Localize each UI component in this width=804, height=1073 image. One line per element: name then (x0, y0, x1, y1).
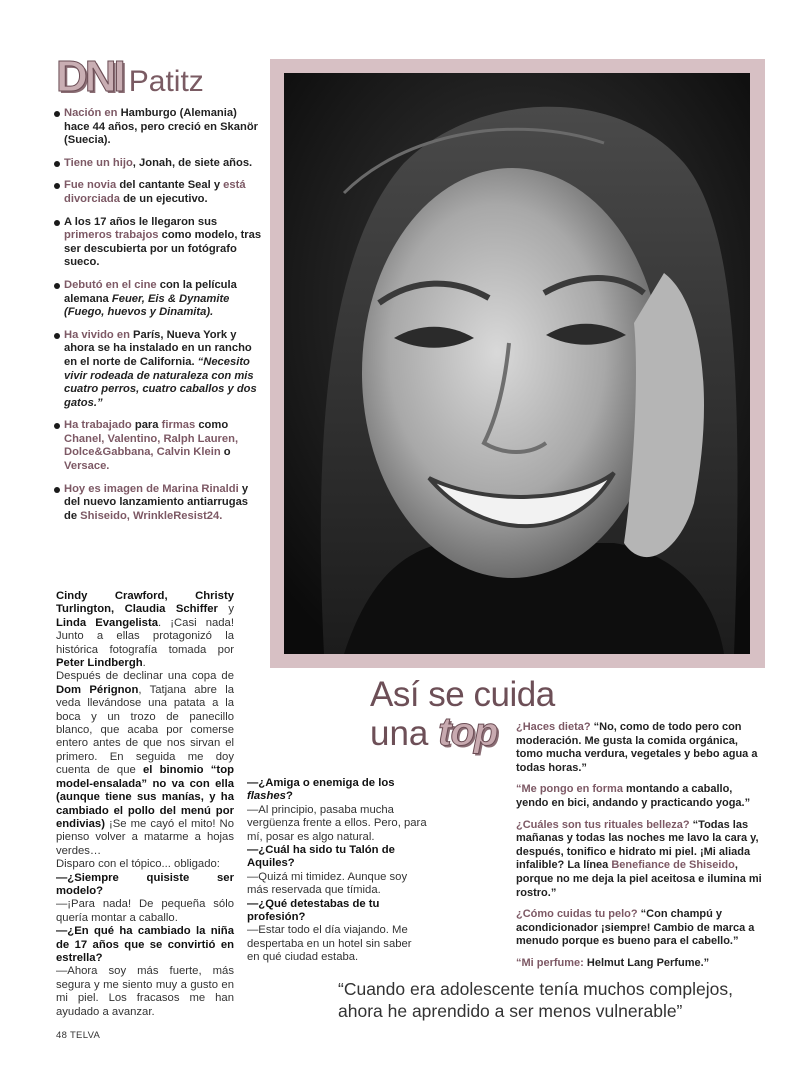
text-run: . ¡Casi nada! Junto a ellas protagonizó la histórica fotografía tomada por (56, 616, 234, 656)
paragraph (56, 590, 234, 670)
paragraph (247, 871, 427, 898)
text-run: Fue novia (64, 179, 120, 192)
text-run: , Jonah, de siete años. (132, 156, 253, 169)
text-run: ? (285, 790, 293, 803)
text-run: montando a caballo, yendo en bici, andando y practicando yoga.” (516, 783, 751, 809)
paragraph (56, 858, 234, 871)
bullet-dot (54, 183, 60, 189)
pull-quote: “Cuando era adolescente tenía muchos complejos, ahora he aprendido a ser menos vulnerable” (338, 979, 733, 1021)
bullet-dot (54, 423, 60, 429)
paragraph (56, 898, 234, 925)
text-run: primeros trabajos (64, 229, 162, 242)
paragraph (247, 898, 427, 925)
text-run: firmas (161, 419, 199, 432)
text-run: “Con champú y acondicionador ¡siempre! Cambio de marca a menudo porque es bueno para el cabello.” (516, 908, 755, 948)
fact-item (54, 419, 264, 473)
text-run: como (198, 419, 229, 432)
text-run: con la película alemana (64, 278, 237, 305)
text-run: —¿Qué detestabas de tu profesión? (247, 897, 380, 924)
text-run: Hamburgo (Alemania) hace 44 años, pero creció en Skanör (Suecia). (64, 107, 259, 147)
text-run: “Mi perfume: (516, 956, 587, 969)
text-run: —¿Siempre quisiste ser modelo? (56, 871, 234, 897)
bullet-dot (54, 111, 60, 117)
bullet-dot (54, 487, 60, 493)
text-run: —¡Para nada! De pequeña sólo quería montar a caballo. (56, 898, 234, 924)
beauty-qa-item (516, 908, 764, 949)
text-run: Versace. (64, 460, 110, 473)
text-run: —Estar todo el día viajando. Me despertaba en un hotel sin saber en qué ciudad estaba. (247, 924, 412, 964)
fact-item (54, 279, 264, 320)
bullet-dot (54, 220, 60, 226)
dni-header (56, 52, 204, 100)
text-run: Dom Pérignon (56, 683, 139, 696)
text-run: , porque no me deja la piel aceitosa e ilumina mi rostro.” (516, 859, 762, 899)
text-run: —¿En qué ha cambiado la niña de 17 años que se convirtió en estrella? (56, 925, 234, 964)
text-run: Linda Evangelista (56, 616, 159, 629)
fact-item (54, 329, 264, 411)
facts-list (54, 107, 264, 532)
text-run: para (134, 419, 162, 432)
text-run: Disparo con el tópico... obligado: (56, 858, 220, 871)
dni-title: DNI (56, 52, 123, 101)
text-run: o (223, 446, 231, 459)
beauty-title-line1: Así se cuida (370, 675, 555, 714)
text-run: Shiseido, WrinkleResist24. (80, 509, 223, 522)
beauty-qa-item (516, 783, 764, 810)
text-run: Ha vivido en (64, 328, 134, 341)
text-run: del cantante Seal y (119, 179, 224, 192)
text-run: “Me pongo en forma (516, 783, 626, 796)
beauty-title-top: top (438, 710, 498, 754)
magazine-name: TELVA (69, 1030, 101, 1041)
beauty-title-una: una (370, 714, 439, 753)
beauty-qa-item (516, 819, 764, 901)
paragraph (56, 965, 234, 1019)
text-run: A los 17 años le llegaron sus (64, 215, 218, 228)
text-run: Benefiance de Shiseido (611, 859, 735, 872)
paragraph (247, 924, 427, 964)
fact-item (54, 483, 264, 524)
text-run: Tiene un hijo (64, 156, 133, 169)
text-run: como modelo, tras ser descubierta por un fotógrafo sueco. (64, 229, 262, 269)
beauty-qa-item (516, 957, 764, 971)
text-run: —¿Cuál ha sido tu Talón de Aquiles? (247, 844, 395, 870)
beauty-qa-item (516, 721, 764, 775)
text-run: , Tatjana abre la veda llevándose una patata a la boca y un trozo de panecillo blanco, que acaba por comerse entero antes de que nos sirvan el primero. En seguida me doy cuenta de que (56, 683, 234, 777)
text-run: Cindy Crawford, Christy Turlington, Claudia Schiffer (56, 590, 234, 616)
beauty-qa-column (516, 721, 764, 979)
text-run: Helmut Lang Perfume.” (586, 956, 710, 969)
text-run: Después de declinar una copa de (56, 670, 234, 683)
text-run: —¿Amiga o enemiga de los (247, 777, 395, 789)
bullet-dot (54, 333, 60, 339)
text-run: Peter Lindbergh (56, 657, 143, 670)
portrait-photo (284, 73, 750, 654)
text-run: ¿Cómo cuidas tu pelo? (516, 908, 641, 921)
text-run: —Ahora soy más fuerte, más segura y me siento muy a gusto en mi piel. Los fracasos me han ayudado a avanzar. (56, 965, 234, 1018)
fact-item (54, 216, 264, 270)
fact-item (54, 107, 264, 148)
paragraph (247, 804, 427, 844)
text-run: Hoy es imagen de Marina Rinaldi (64, 482, 242, 495)
interview-column-middle (247, 777, 427, 965)
interview-column-left (56, 590, 234, 1019)
text-run: “No, como de todo pero con moderación. Me gusta la comida orgánica, tomo mucha verdura, vegetales y bebo agua a todas horas.” (516, 721, 758, 774)
text-run: —Al principio, pasaba mucha vergüenza frente a ellos. Pero, para mí, posar es algo natural. (247, 803, 427, 843)
text-run: . (142, 657, 146, 670)
portrait-illustration (284, 73, 750, 654)
text-run: está divorciada (64, 179, 246, 205)
text-run: Ha trabajado (64, 419, 135, 432)
bullet-dot (54, 283, 60, 289)
text-run: y del nuevo lanzamiento antiarrugas de (64, 482, 249, 522)
dni-subject-name: Patitz (128, 65, 204, 98)
text-run: Nación en (64, 107, 121, 119)
text-run: de un ejecutivo. (123, 192, 208, 205)
text-run: flashes (247, 790, 286, 803)
page-number: 48 (56, 1030, 68, 1041)
fact-item (54, 157, 264, 171)
text-run: ¡Se me cayó el mito! No pienso volver a matarme a hojas verdes… (56, 817, 234, 857)
paragraph (247, 777, 427, 804)
paragraph (56, 670, 234, 858)
text-run: Debutó en el cine (64, 278, 160, 291)
text-run: y (228, 603, 234, 616)
text-run: —Quizá mi timidez. Aunque soy más reservada que tímida. (247, 870, 408, 897)
text-run: París, Nueva York y ahora se ha instalado en un rancho en el norte de California. (64, 328, 252, 368)
text-run: ¿Cuáles son tus rituales belleza? (516, 818, 693, 831)
text-run: “Todas las mañanas y todas las noches me lavo la cara y, después, tonifico e hidrato mi piel. ¡Mi aliada infalible? La línea (516, 818, 759, 872)
paragraph (56, 925, 234, 965)
text-run: el binomio “top model-ensalada” no va con ella (aunque tiene sus manías, y ha cambiado el pollo del menú por endivias) (56, 764, 234, 830)
fact-item (54, 179, 264, 206)
text-run: “Necesito vivir rodeada de naturaleza con mis cuatro perros, cuatro caballos y dos gatos.” (64, 355, 257, 409)
bullet-dot (54, 161, 60, 167)
paragraph (56, 872, 234, 899)
text-run: Chanel, Valentino, Ralph Lauren, Dolce&Gabbana, Calvin Klein (64, 432, 239, 459)
page-footer (56, 1030, 100, 1041)
paragraph (247, 844, 427, 871)
text-run: ¿Haces dieta? (516, 721, 594, 733)
text-run: Feuer, Eis & Dynamite (Fuego, huevos y Dinamita). (64, 292, 230, 319)
